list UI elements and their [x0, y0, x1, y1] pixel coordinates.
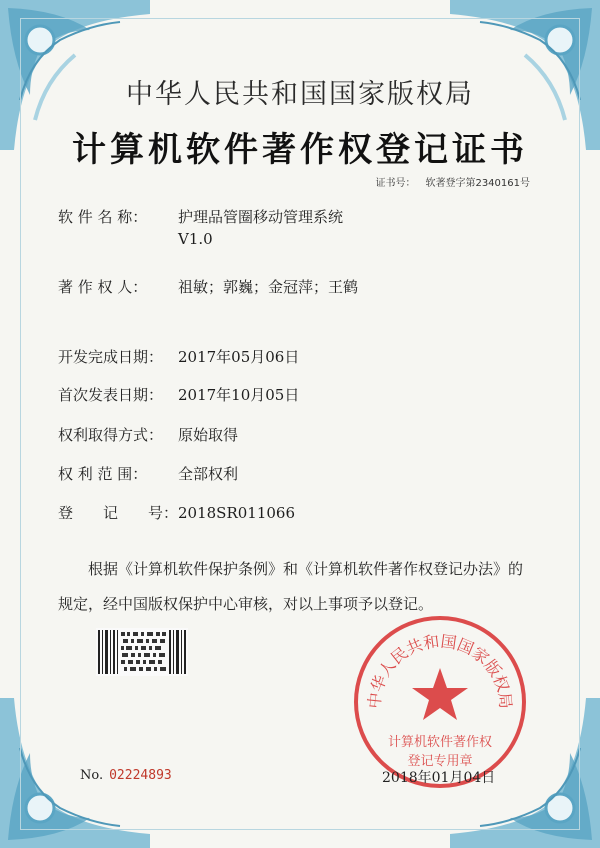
field-completion-date: [58, 346, 300, 368]
serial-label: No.: [80, 768, 104, 783]
statement-line-1: 根据《计算机软件保护条例》和《计算机软件著作权登记办法》的: [88, 560, 524, 578]
field-label: 权 利 范 围：: [58, 465, 148, 483]
field-registration-number: [58, 502, 296, 524]
seal-inner-line-1: 计算机软件著作权: [387, 735, 493, 750]
field-label: 著 作 权 人：: [58, 278, 148, 296]
certificate-number-value: 软著登字第2340161号: [425, 178, 530, 189]
certificate-title: 计算机软件著作权登记证书: [72, 130, 528, 170]
barcode-image: [96, 628, 188, 676]
certificate-number: [365, 174, 530, 189]
official-seal-stamp: [350, 612, 530, 792]
field-label: 登 记 号：: [58, 504, 179, 522]
serial-value: 02224893: [109, 768, 172, 783]
software-name-value: 护理品管圈移动管理系统: [178, 208, 344, 226]
certificate-number-label: 证书号：: [375, 178, 416, 189]
field-scope-of-rights: [58, 463, 239, 485]
field-software-name: [58, 206, 344, 248]
completion-date-value: 2017年05月06日: [178, 348, 300, 366]
seal-outer-text: 中华人民共和国国家版权局: [364, 631, 516, 710]
scope-of-rights-value: 全部权利: [178, 465, 239, 483]
field-acquisition-method: [58, 424, 239, 446]
statement-line-2: 规定，经中国版权保护中心审核，对以上事项予以登记。: [58, 595, 434, 613]
field-label: 开发完成日期：: [58, 348, 164, 366]
issuer-name: 中华人民共和国国家版权局: [126, 79, 474, 110]
field-label: 首次发表日期：: [58, 386, 164, 404]
field-first-publication-date: [58, 384, 300, 406]
first-publication-date-value: 2017年10月05日: [178, 386, 300, 404]
software-version-value: V1.0: [178, 230, 213, 248]
registration-number-value: 2018SR011066: [178, 504, 296, 522]
seal-star-icon: [412, 668, 468, 720]
field-copyright-holder: [58, 276, 359, 298]
issue-date: 2018年01月04日: [382, 770, 496, 786]
copyright-holder-value: 祖敏；郭巍；金冠萍；王鹤: [178, 278, 359, 296]
field-label: 软 件 名 称：: [58, 208, 148, 226]
seal-inner-line-2: 登记专用章: [407, 754, 473, 769]
acquisition-method-value: 原始取得: [178, 426, 239, 444]
serial-number: [80, 768, 172, 783]
field-label: 权利取得方式：: [58, 426, 164, 444]
